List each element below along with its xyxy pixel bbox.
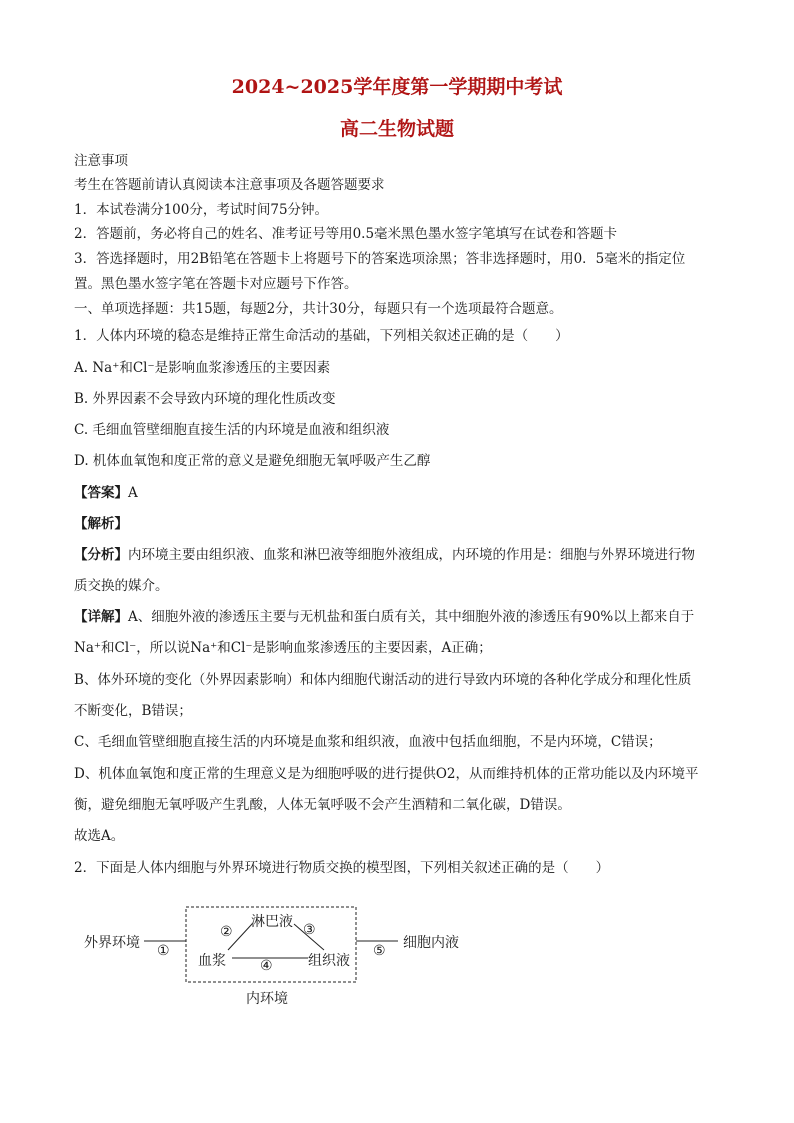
lymph-label: 淋巴液 <box>251 914 293 930</box>
notice-intro: 考生在答题前请认真阅读本注意事项及各题答题要求 <box>74 177 385 193</box>
q1-xiangjie-3: B、体外环境的变化（外界因素影响）和体内细胞代谢活动的进行导致内环境的各种化学成分和理化性质 <box>74 672 692 688</box>
q1-xiangjie-7: 衡，避免细胞无氧呼吸产生乳酸，人体无氧呼吸不会产生酒精和二氧化碳，D错误。 <box>74 797 571 813</box>
notice-item-1: 1．本试卷满分100分，考试时间75分钟。 <box>74 202 329 218</box>
fenxi-text: 内环境主要由组织液、血浆和淋巴液等细胞外液组成，内环境的作用是：细胞与外界环境进行物 <box>128 547 695 563</box>
section-heading: 一、单项选择题：共15题，每题2分，共计30分，每题只有一个选项最符合题意。 <box>74 301 563 317</box>
answer-tag: 【答案】 <box>74 485 128 501</box>
q1-answer <box>74 481 138 501</box>
exam-title: 2024~2025学年度第一学期期中考试 <box>231 76 563 98</box>
q1-xiangjie-6: D、机体血氧饱和度正常的生理意义是为细胞呼吸的进行提供O2，从而维持机体的正常功能以及内环境平 <box>74 766 699 782</box>
q1-xiangjie-5: C、毛细血管壁细胞直接生活的内环境是血浆和组织液，血液中包括血细胞，不是内环境，C错误； <box>74 734 662 750</box>
q1-option-b: B. 外界因素不会导致内环境的理化性质改变 <box>74 391 336 407</box>
q1-option-d: D. 机体血氧饱和度正常的意义是避免细胞无氧呼吸产生乙醇 <box>74 453 431 469</box>
intracellular-fluid-label: 细胞内液 <box>403 935 459 951</box>
notice-item-2: 2．答题前，务必将自己的姓名、准考证号等用0.5毫米黑色墨水签字笔填写在试卷和答题卡 <box>74 226 618 242</box>
plasma-label: 血浆 <box>198 953 226 969</box>
xiangjie-text: A、细胞外液的渗透压主要与无机盐和蛋白质有关，其中细胞外液的渗透压有90%以上都来自于 <box>128 609 695 625</box>
q1-conclusion: 故选A。 <box>74 828 125 844</box>
xiangjie-tag: 【详解】 <box>74 609 128 625</box>
tissue-fluid-label: 组织液 <box>308 953 350 969</box>
q1-xiangjie-2: Na⁺和Cl⁻，所以说Na⁺和Cl⁻是影响血浆渗透压的主要因素，A正确； <box>74 640 492 656</box>
q1-xiangjie-1 <box>74 605 694 625</box>
q1-stem: 1．人体内环境的稳态是维持正常生命活动的基础，下列相关叙述正确的是（ ） <box>74 328 569 344</box>
step-5-label: ⑤ <box>373 943 386 959</box>
step-4-label: ④ <box>260 958 273 974</box>
q1-fenxi-2: 质交换的媒介。 <box>74 578 169 594</box>
notice-heading: 注意事项 <box>74 153 128 169</box>
q1-xiangjie-4: 不断变化，B错误； <box>74 703 192 719</box>
q1-option-c: C. 毛细血管壁细胞直接生活的内环境是血液和组织液 <box>74 422 390 438</box>
outside-environment-label: 外界环境 <box>84 935 140 951</box>
notice-item-3-cont: 置。黑色墨水签字笔在答题卡对应题号下作答。 <box>74 276 358 292</box>
q1-analysis-tag: 【解析】 <box>74 516 128 532</box>
internal-environment-label: 内环境 <box>246 991 288 1007</box>
fenxi-tag: 【分析】 <box>74 547 128 563</box>
exam-subtitle: 高二生物试题 <box>339 118 454 140</box>
notice-item-3: 3．答选择题时，用2B铅笔在答题卡上将题号下的答案选项涂黑；答非选择题时，用0．5毫米的指定位 <box>74 251 686 267</box>
q2-stem: 2．下面是人体内细胞与外界环境进行物质交换的模型图，下列相关叙述正确的是（ ） <box>74 860 610 876</box>
exchange-diagram <box>80 900 480 1010</box>
step-3-label: ③ <box>303 922 316 938</box>
answer-value: A <box>128 485 138 501</box>
q1-fenxi-1 <box>74 543 695 563</box>
q1-option-a: A. Na⁺和Cl⁻是影响血浆渗透压的主要因素 <box>74 360 331 376</box>
step-2-label: ② <box>220 924 233 940</box>
step-1-label: ① <box>157 943 170 959</box>
